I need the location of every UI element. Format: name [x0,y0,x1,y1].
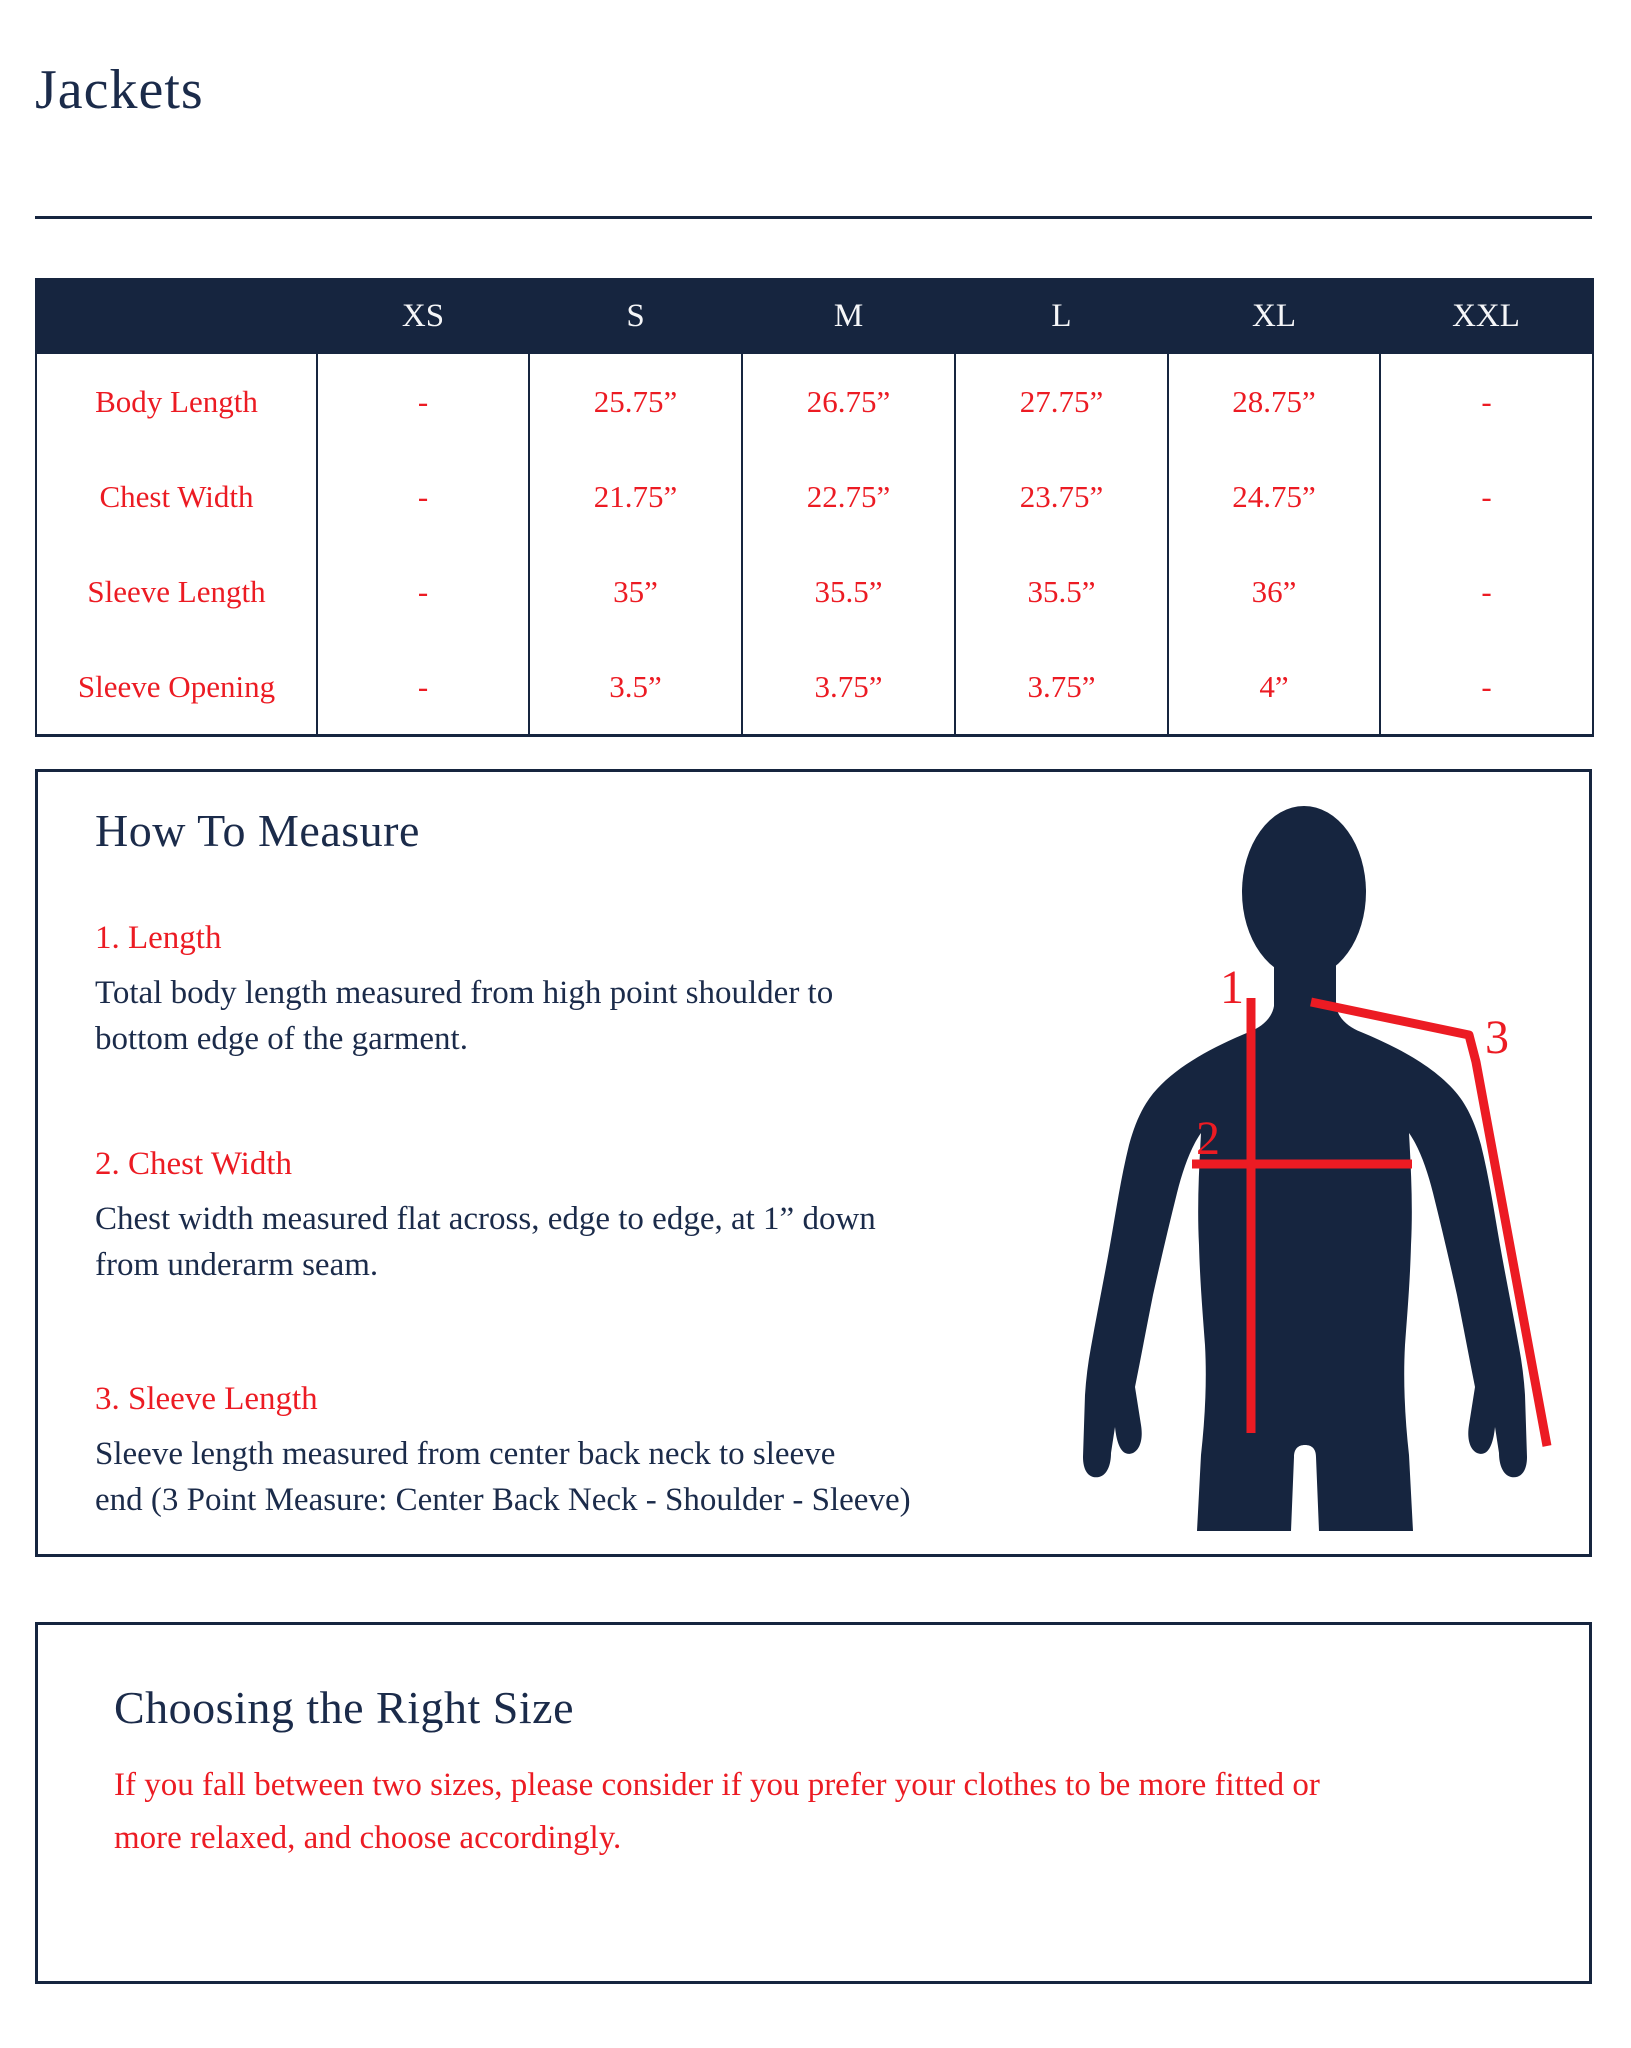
measure-section-text: bottom edge of the garment. [95,1021,468,1057]
size-value-cell: 4” [1168,639,1380,736]
size-value-cell: 36” [1168,544,1380,639]
body-measurement-figure [1082,796,1562,1558]
size-value-cell: 27.75” [955,354,1168,449]
size-value-cell: - [1380,354,1593,449]
size-value-cell: 35.5” [955,544,1168,639]
measurement-row-label: Body Length [36,354,317,449]
size-column-header-m: M [742,278,955,354]
size-table-corner [36,278,317,354]
figure-label-1: 1 [1220,961,1244,1014]
measure-section-sleeve [95,1381,911,1523]
table-row-sleeve-opening [36,639,1593,736]
size-value-cell: - [1380,639,1593,736]
size-value-cell: - [317,354,529,449]
size-value-cell: 28.75” [1168,354,1380,449]
how-to-measure-panel [35,769,1592,1557]
measure-section-text: Total body length measured from high point shoulder to [95,975,834,1011]
measurement-row-label: Sleeve Length [36,544,317,639]
size-value-cell: 3.5” [529,639,742,736]
measure-section-text: end (3 Point Measure: Center Back Neck - Shoulder - Sleeve) [95,1482,911,1518]
measurement-row-label: Sleeve Opening [36,639,317,736]
measure-section-chest [95,1146,876,1288]
page-title: Jackets [35,59,204,121]
size-value-cell: 3.75” [955,639,1168,736]
size-value-cell: 25.75” [529,354,742,449]
size-value-cell: 26.75” [742,354,955,449]
size-table-header-row [36,278,1593,354]
size-value-cell: - [1380,544,1593,639]
size-value-cell: - [317,544,529,639]
table-row-sleeve-length [36,544,1593,639]
choosing-size-panel [35,1622,1592,1984]
title-divider [35,216,1592,219]
measure-section-length [95,920,833,1062]
size-column-header-l: L [955,278,1168,354]
measurement-row-label: Chest Width [36,449,317,544]
size-value-cell: - [317,449,529,544]
measure-section-heading: 3. Sleeve Length [95,1381,318,1417]
size-column-header-xxl: XXL [1380,278,1593,354]
size-value-cell: 21.75” [529,449,742,544]
choosing-size-text [114,1759,1320,1865]
table-row-body-length [36,354,1593,449]
size-column-header-xs: XS [317,278,529,354]
size-value-cell: - [317,639,529,736]
size-value-cell: 23.75” [955,449,1168,544]
size-value-cell: 24.75” [1168,449,1380,544]
measure-section-text: Sleeve length measured from center back neck to sleeve [95,1436,836,1472]
figure-label-2: 2 [1196,1112,1220,1165]
size-column-header-s: S [529,278,742,354]
size-column-header-xl: XL [1168,278,1380,354]
choosing-size-title: Choosing the Right Size [114,1682,574,1733]
size-value-cell: 3.75” [742,639,955,736]
table-row-chest-width [36,449,1593,544]
measure-section-heading: 2. Chest Width [95,1146,292,1182]
choosing-size-text-line: more relaxed, and choose accordingly. [114,1820,622,1856]
figure-label-3: 3 [1485,1011,1509,1064]
size-value-cell: 22.75” [742,449,955,544]
measure-section-text: Chest width measured flat across, edge to edge, at 1” down [95,1201,876,1237]
how-to-measure-title: How To Measure [95,805,420,856]
size-value-cell: 35.5” [742,544,955,639]
size-value-cell: - [1380,449,1593,544]
size-table [35,278,1594,737]
choosing-size-text-line: If you fall between two sizes, please consider if you prefer your clothes to be more fitted or [114,1767,1320,1803]
size-value-cell: 35” [529,544,742,639]
measure-section-heading: 1. Length [95,920,222,956]
measure-section-text: from underarm seam. [95,1247,379,1283]
